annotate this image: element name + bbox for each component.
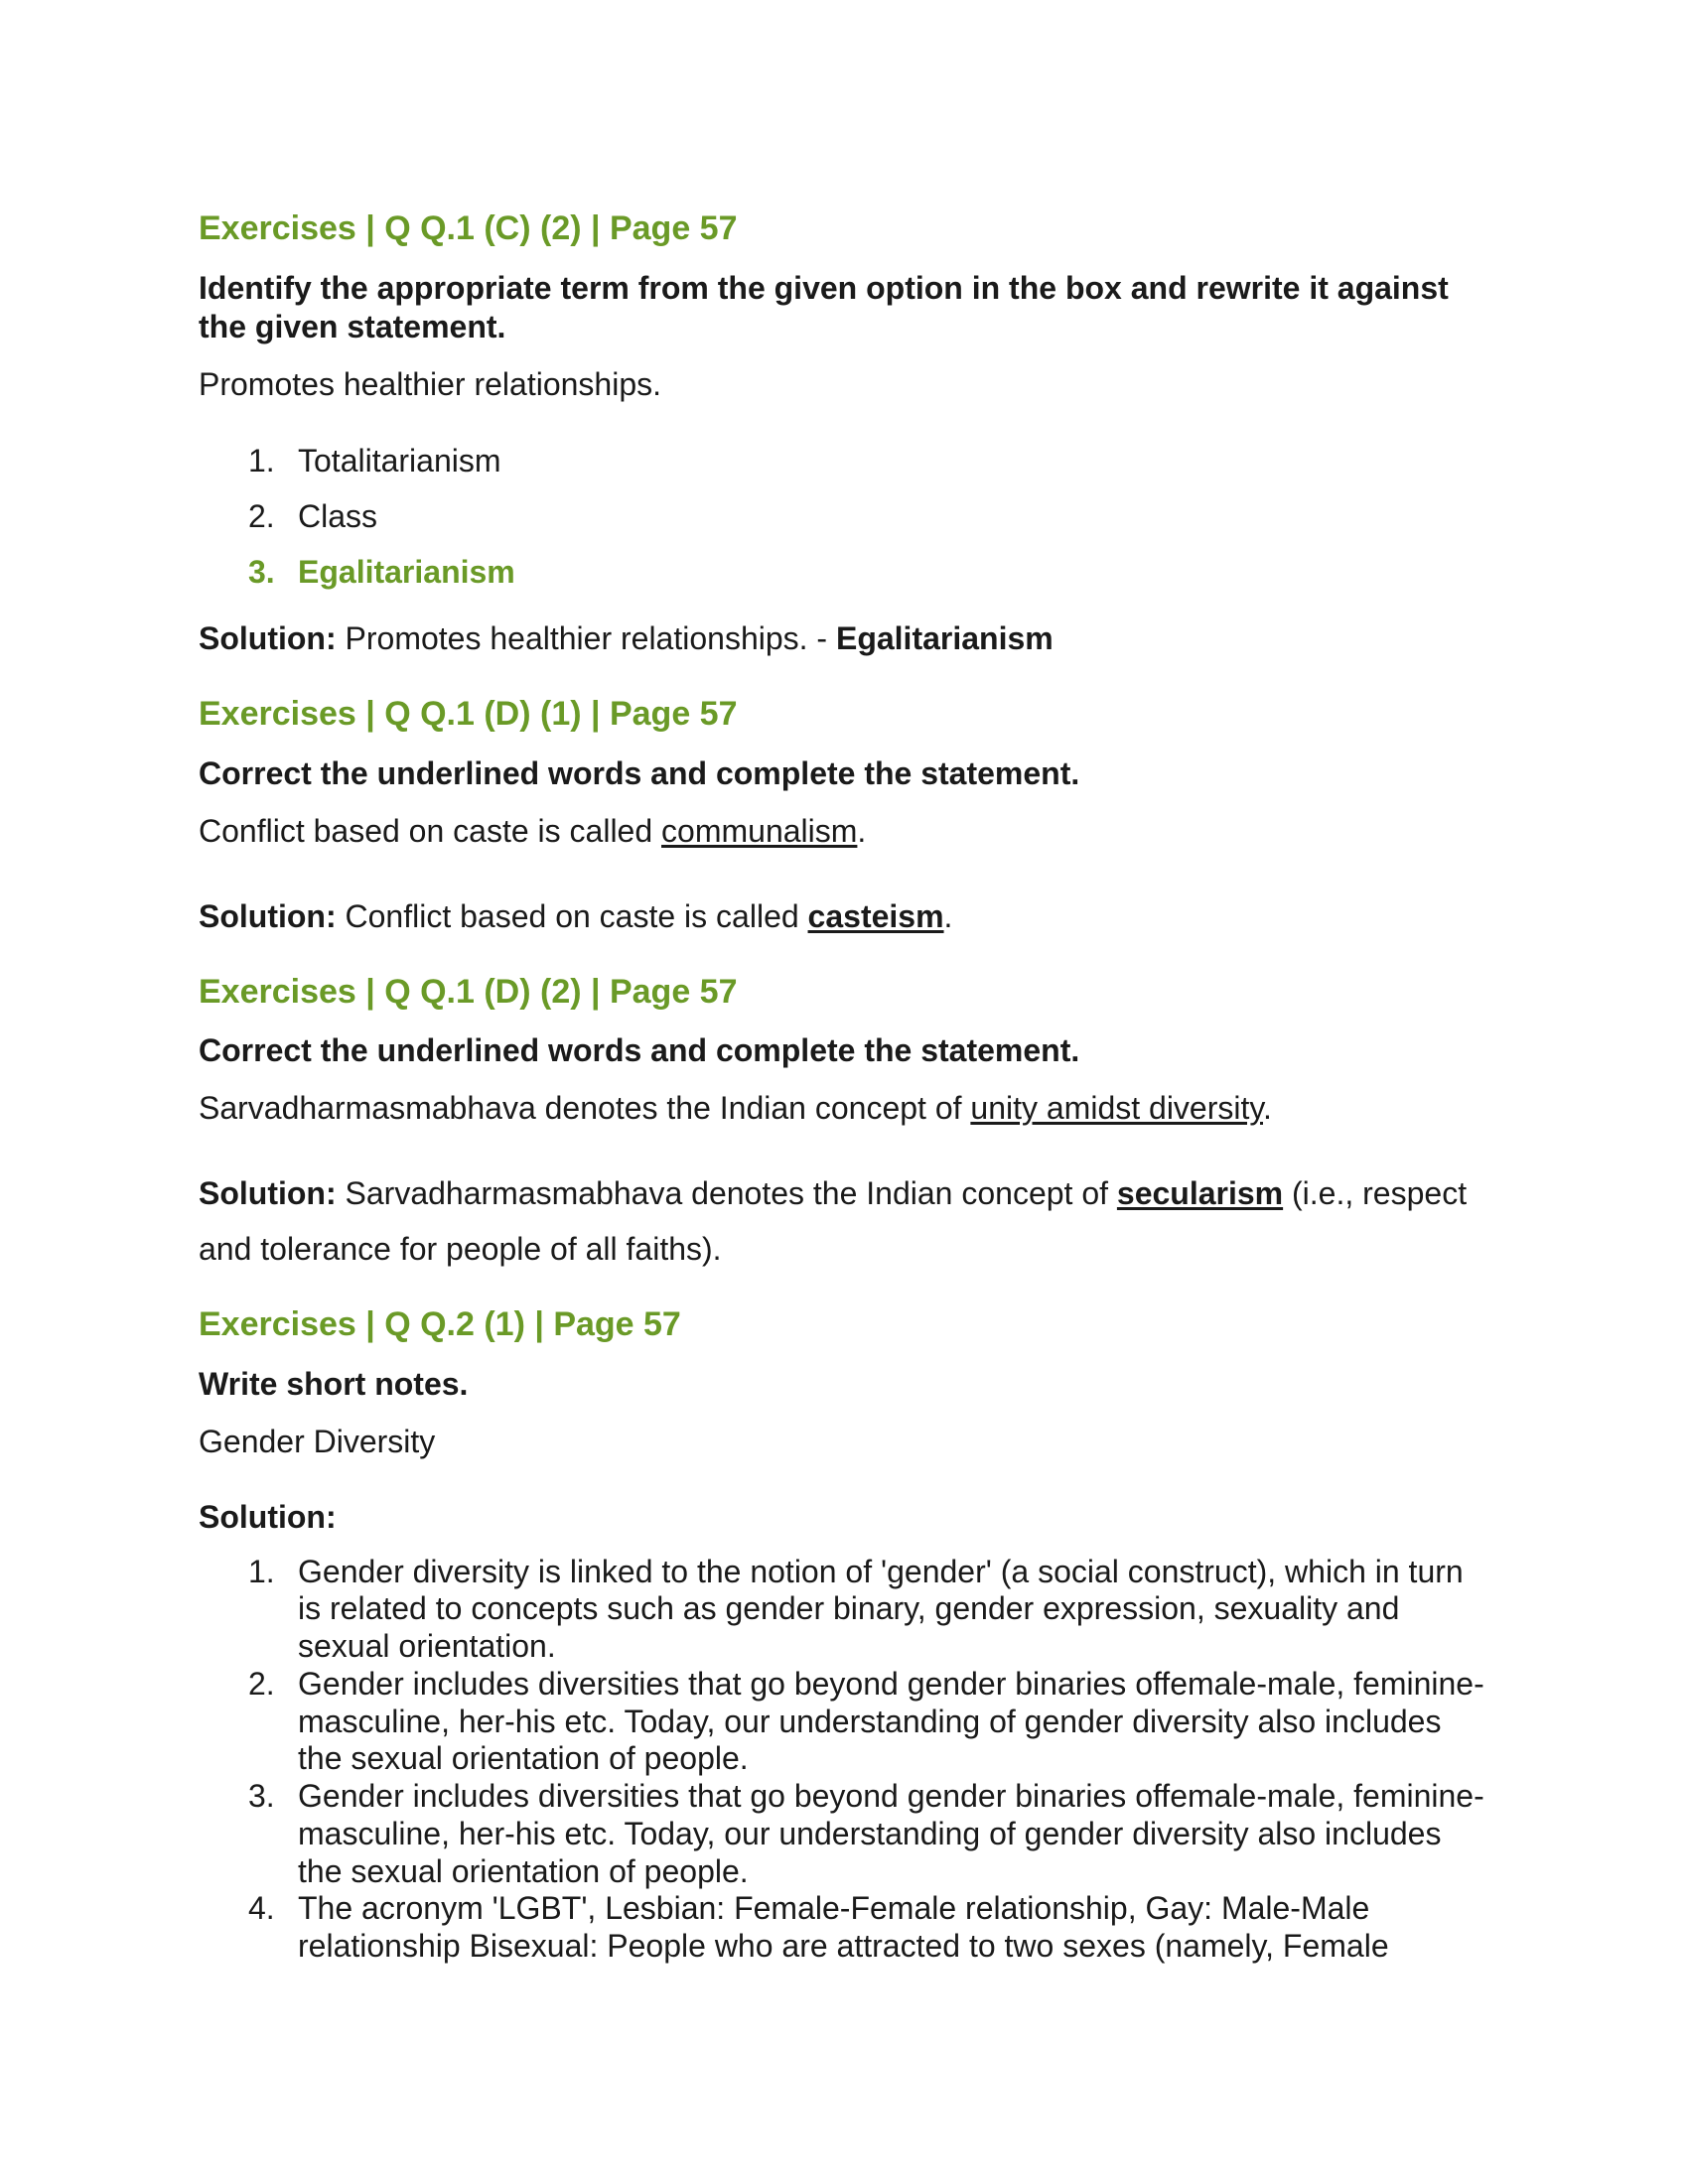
notes-list [199, 1554, 1489, 1966]
option-item [199, 496, 1489, 538]
solution-label: Solution: [199, 897, 337, 934]
solution-paragraph [199, 1165, 1489, 1277]
note-item [199, 1778, 1489, 1890]
statement-text [199, 811, 1489, 853]
solution-text: Promotes healthier relationships. - [336, 620, 836, 657]
option-text: Class [298, 498, 378, 535]
note-text: Gender includes diversities that go beyond gender binaries offemale-male, feminine- masculine, her-his etc. Today, our understanding of gender diversity also includes the sexual orientation of people. [298, 1778, 1484, 1889]
note-number: 4. [248, 1890, 275, 1927]
option-number: 3. [248, 553, 275, 590]
solution-answer: Egalitarianism [835, 620, 1054, 657]
option-number: 1. [248, 443, 275, 479]
solution-label: Solution: [199, 1175, 337, 1212]
solution-post: (i.e., respect and tolerance for people of all faiths). [199, 1175, 1468, 1268]
statement-underlined: unity amidst diversity [970, 1090, 1263, 1127]
question-text: Write short notes. [199, 1365, 469, 1402]
options-list [199, 441, 1489, 593]
solution-post: . [943, 897, 953, 934]
note-number: 1. [248, 1553, 275, 1589]
solution-pre: Sarvadharmasmabhava denotes the Indian concept of [336, 1175, 1117, 1212]
exercise-heading: Exercises | Q Q.1 (D) (2) | Page 57 [199, 972, 738, 1011]
solution-pre: Conflict based on caste is called [336, 897, 808, 934]
exercise-section-4 [199, 1304, 1489, 1966]
solution-label: Solution: [199, 1498, 337, 1535]
statement-pre: Conflict based on caste is called [199, 813, 662, 850]
solution-paragraph [199, 611, 1489, 666]
exercise-section-1 [199, 208, 1489, 666]
option-item [199, 441, 1489, 482]
note-text: Gender includes diversities that go beyond gender binaries offemale-male, feminine- masculine, her-his etc. Today, our understanding of gender diversity also includes the sexual orientation of people. [298, 1665, 1484, 1777]
note-number: 3. [248, 1778, 275, 1814]
exercise-heading: Exercises | Q Q.1 (C) (2) | Page 57 [199, 209, 738, 247]
exercise-heading: Exercises | Q Q.2 (1) | Page 57 [199, 1305, 681, 1344]
question-text: Correct the underlined words and complete the statement. [199, 1032, 1080, 1069]
note-item [199, 1554, 1489, 1666]
note-number: 2. [248, 1665, 275, 1702]
option-text: Egalitarianism [298, 553, 515, 590]
statement-text [199, 1088, 1489, 1130]
solution-paragraph [199, 888, 1489, 944]
statement-pre: Sarvadharmasmabhava denotes the Indian concept of [199, 1090, 971, 1127]
statement-text: Promotes healthier relationships. [199, 365, 662, 402]
exercise-section-2 [199, 694, 1489, 943]
statement-post: . [1263, 1090, 1272, 1127]
note-text: Gender diversity is linked to the notion of 'gender' (a social construct), which in turn is related to concepts such as gender binary, gender expression, sexuality and sexual orientation. [298, 1553, 1464, 1664]
solution-label: Solution: [199, 620, 337, 657]
option-text: Totalitarianism [298, 443, 501, 479]
exercise-heading: Exercises | Q Q.1 (D) (1) | Page 57 [199, 695, 738, 734]
page-content [199, 208, 1489, 1966]
question-text: Correct the underlined words and complete the statement. [199, 755, 1080, 792]
question-text: Identify the appropriate term from the given option in the box and rewrite it against the given statement. [199, 269, 1449, 344]
exercise-section-3 [199, 972, 1489, 1277]
note-text: The acronym 'LGBT', Lesbian: Female-Female relationship, Gay: Male-Male relationship Bisexual: People who are attracted to two sexes (namely, Female [298, 1890, 1389, 1964]
statement-underlined: communalism [661, 813, 858, 850]
solution-answer: secularism [1116, 1175, 1284, 1212]
option-item-correct [199, 552, 1489, 594]
note-item [199, 1890, 1489, 1966]
note-item [199, 1666, 1489, 1778]
statement-text: Gender Diversity [199, 1423, 436, 1459]
solution-answer: casteism [807, 897, 944, 934]
statement-post: . [857, 813, 867, 850]
option-number: 2. [248, 498, 275, 535]
